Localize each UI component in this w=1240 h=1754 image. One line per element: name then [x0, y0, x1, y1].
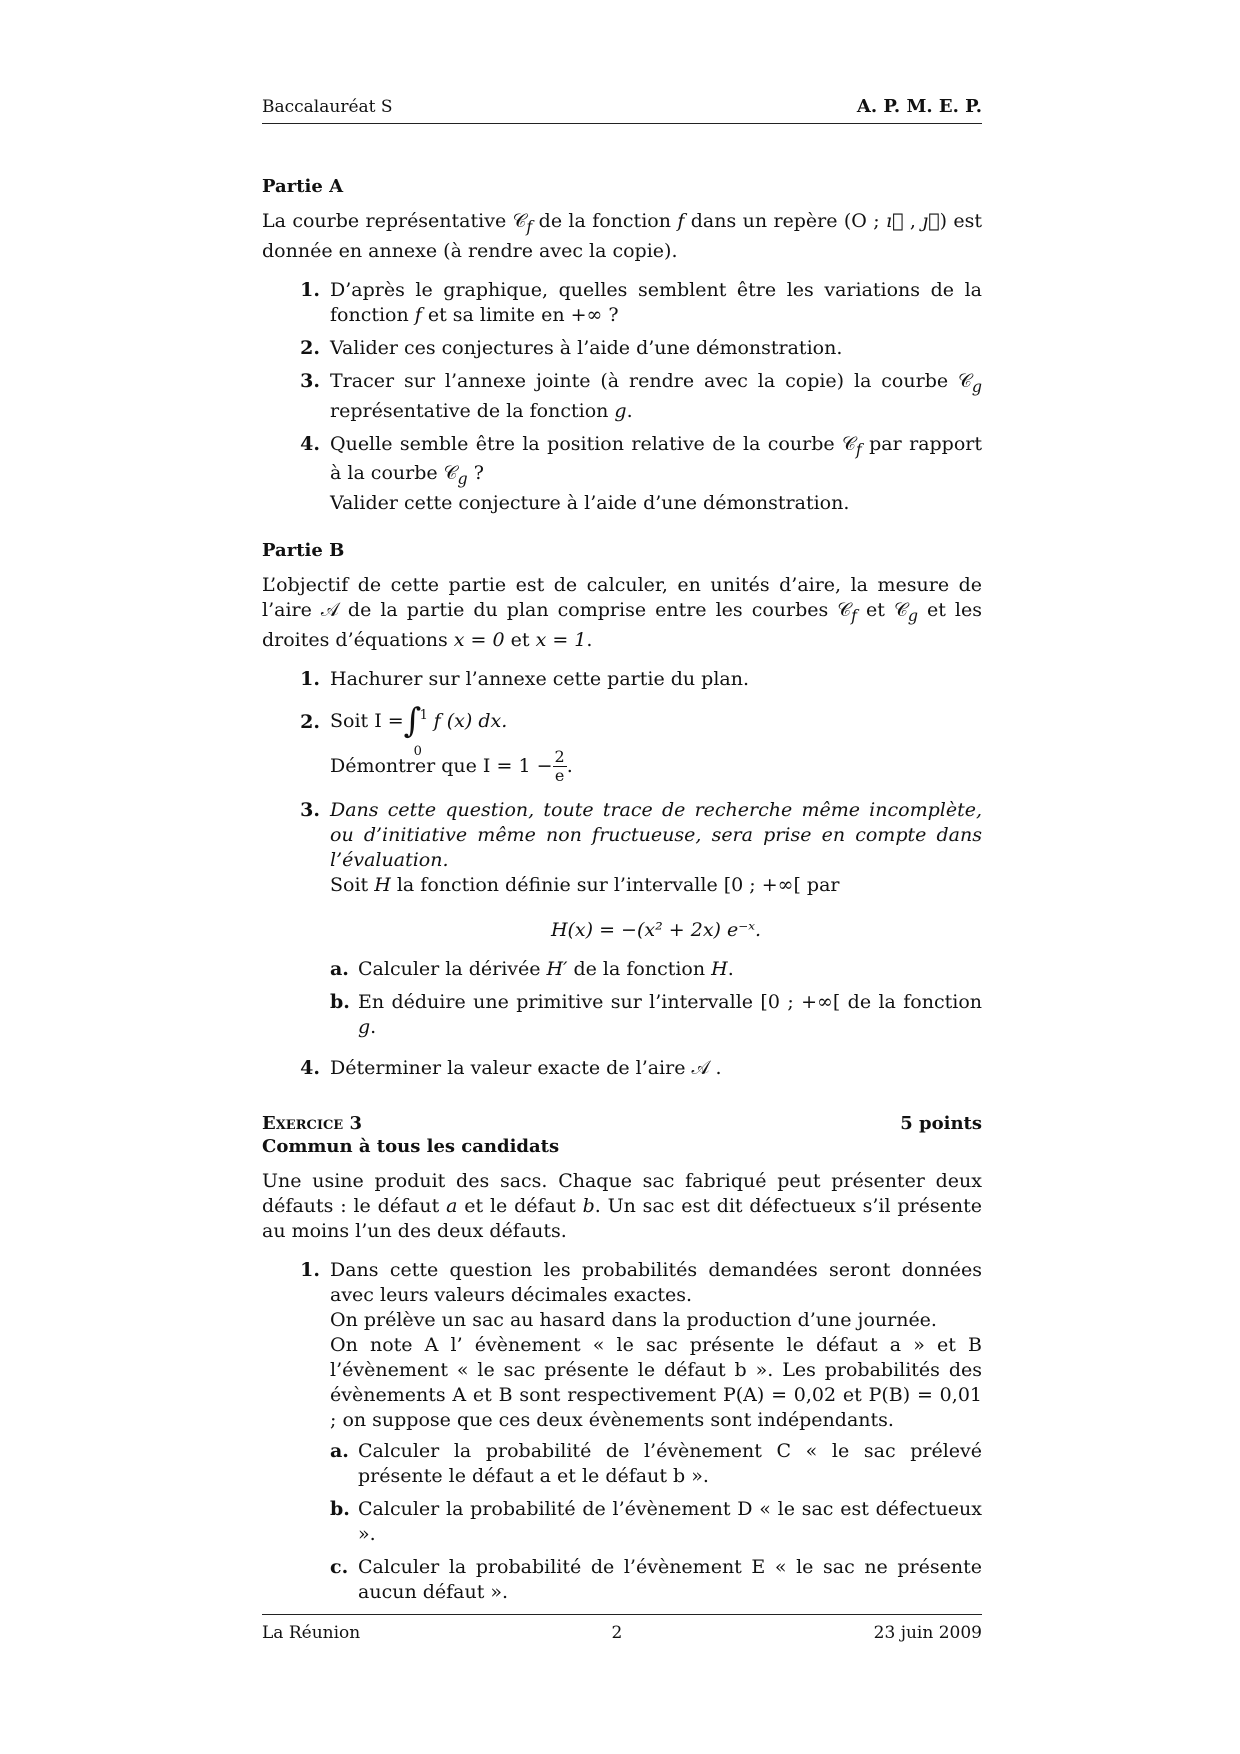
partie-b-questions: [262, 667, 982, 1081]
question-a1: 1. D’après le graphique, quelles semblent être les variations de la fonction f et sa limite en +∞ ?: [300, 278, 982, 326]
partie-a: [262, 176, 982, 516]
page-header: [262, 96, 982, 124]
question-b1: 1. Hachurer sur l’annexe cette partie du plan.: [300, 667, 750, 690]
header-left: Baccalauréat S: [262, 97, 393, 117]
exercice-3-title: Exercice 3: [262, 1112, 362, 1134]
question-b3a: a. Calculer la dérivée H′ de la fonction H.: [330, 957, 734, 980]
partie-b-title: Partie B: [262, 540, 345, 562]
exercice-3-questions: [262, 1258, 982, 1613]
exercice-3-subtitle: Commun à tous les candidats: [262, 1135, 560, 1157]
header-right: A. P. M. E. P.: [856, 96, 982, 117]
question-a4: 4. Quelle semble être la position relative de la courbe 𝒞$_f$ par rapport à la courbe 𝒞$_g$ ? Valider cette conjecture à l’aide d’une démonstration.: [300, 432, 982, 515]
question-a2: 2. Valider ces conjectures à l’aide d’une démonstration.: [300, 336, 843, 359]
partie-a-intro: La courbe représentative 𝒞$_f$ de la fonction f dans un repère (O ; ı⃗ , ȷ⃗) est donnée en annexe (à rendre avec la copie).: [262, 210, 983, 262]
question-a3: 3. Tracer sur l’annexe jointe (à rendre avec la copie) la courbe 𝒞$_g$ représentative de la fonction g.: [300, 369, 982, 422]
partie-a-questions: [262, 278, 982, 516]
exercice-3-header: [262, 1113, 982, 1134]
page-footer: [262, 1614, 982, 1643]
question-e1b: b. Calculer la probabilité de l’évènement D « le sac est défectueux ».: [330, 1497, 982, 1545]
exercice-3-points: 5 points: [900, 1112, 982, 1134]
exercice-3-intro: Une usine produit des sacs. Chaque sac fabriqué peut présenter deux défauts : le défaut a et le défaut b. Un sac est dit défectueux s’il présente au moins l’un des deux défauts.: [262, 1169, 982, 1242]
exercice-3: [262, 1113, 982, 1613]
page-number: 2: [611, 1623, 623, 1643]
question-b3b: b. En déduire une primitive sur l’intervalle [0 ; +∞[ de la fonction g.: [330, 990, 982, 1038]
question-e1-subs: [330, 1439, 982, 1605]
fraction: $\frac{2}{e}$: [554, 747, 565, 786]
question-b2: 2. Soit I = ∫ 1 0 f (x) dx. Démontrer que I = 1 − $\frac{2}{e}$ .: [300, 701, 573, 786]
partie-b: [262, 540, 982, 1081]
formula-h: H(x) = −(x² + 2x) e⁻ˣ.: [550, 918, 762, 941]
footer-right: 23 juin 2009: [873, 1623, 982, 1643]
page: [262, 96, 982, 1621]
footer-left: La Réunion: [262, 1623, 361, 1643]
question-e1: 1. Dans cette question les probabilités demandées seront données avec leurs valeurs décimales exactes. On prélève un sac au hasard dans la production d’une journée. On note A l’ évènement « le sac présente le défaut a » et B l’évènement « le sac présente le défaut b ». Les probabilités des évènements A et B sont respectivement P(A) = 0,02 et P(B) = 0,01 ; on suppose que ces deux évènements sont indépendants. a. Calculer la probabilité de l’évènement C « le sac prélevé présente le défaut a et le défaut b ». b. Calculer la probabilité de l’évènement D « le sac est défectueux ». c. Calculer la probabilité de l’évènement E « le sac ne présente aucun défaut ».: [300, 1258, 982, 1603]
partie-a-title: Partie A: [262, 176, 344, 197]
question-b3-subs: [330, 957, 982, 1040]
question-e1a: a. Calculer la probabilité de l’évènement C « le sac prélevé présente le défaut a et le défaut b ».: [330, 1439, 982, 1487]
question-b3: 3. Dans cette question, toute trace de recherche même incomplète, ou d’initiative même non fructueuse, sera prise en compte dans l’évaluation. Soit H la fonction définie sur l’intervalle [0 ; +∞[ par H(x) = −(x² + 2x) e⁻ˣ. a. Calculer la dérivée H′ de la fonction H. b. En déduire une primitive sur l’intervalle [0 ; +∞[ de la fonction g.: [300, 798, 982, 1038]
question-e1c: c. Calculer la probabilité de l’évènement E « le sac ne présente aucun défaut ».: [330, 1555, 982, 1603]
partie-b-intro: L’objectif de cette partie est de calculer, en unités d’aire, la mesure de l’aire 𝒜 de la partie du plan comprise entre les courbes 𝒞$_f$ et 𝒞$_g$ et les droites d’équations x = 0 et x = 1.: [262, 574, 983, 651]
question-b4: 4. Déterminer la valeur exacte de l’aire 𝒜 .: [300, 1056, 722, 1079]
integral-sign: ∫ 1 0: [403, 701, 428, 760]
